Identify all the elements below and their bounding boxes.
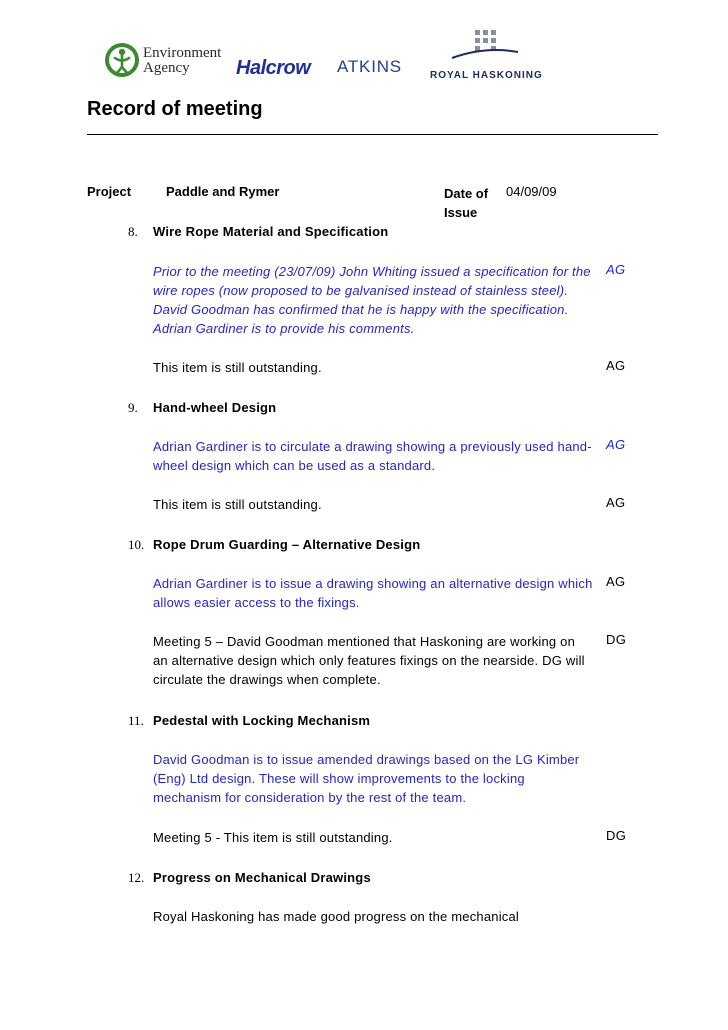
action-owner: DG	[606, 828, 627, 843]
atkins-logo: ATKINS	[337, 57, 402, 76]
action-owner: AG	[606, 358, 626, 373]
update-text: Meeting 5 - This item is still outstanding.	[153, 830, 393, 845]
action-owner: AG	[606, 495, 626, 510]
item-number: 8.	[128, 224, 138, 239]
item-number: 9.	[128, 400, 138, 415]
halcrow-logo: Halcrow	[236, 57, 311, 79]
date-of-issue-label: Date of Issue	[444, 186, 489, 220]
environment-agency-logo-icon	[104, 40, 140, 80]
action-owner: DG	[606, 632, 627, 647]
previous-minutes-text: Prior to the meeting (23/07/09) John Whiting issued a specification for the wire ropes (now proposed to be galvanised instead of stainless steel). David Goodman has confirmed that he is happy with the specification. Adrian Gardiner is to provide his comments.	[153, 264, 591, 336]
update-text: Meeting 5 – David Goodman mentioned that Haskoning are working on an alternative design which only features fixings on the nearside. DG will circulate the drawings when complete.	[153, 634, 585, 687]
item-heading: Rope Drum Guarding – Alternative Design	[153, 537, 421, 552]
item-number: 10.	[128, 537, 145, 552]
previous-minutes-text: Adrian Gardiner is to issue a drawing showing an alternative design which allows easier access to the fixings.	[153, 576, 593, 610]
project-value: Paddle and Rymer	[166, 184, 280, 199]
update-text: This item is still outstanding.	[153, 497, 322, 512]
title-divider	[87, 134, 658, 135]
royal-haskoning-emblem-icon	[450, 28, 520, 68]
update-text: This item is still outstanding.	[153, 360, 322, 375]
previous-minutes-text: Adrian Gardiner is to circulate a drawing showing a previously used hand-wheel design which can be used as a standard.	[153, 439, 592, 473]
page-title: Record of meeting	[87, 98, 263, 120]
date-of-issue-value: 04/09/09	[506, 184, 557, 199]
royal-haskoning-wordmark: ROYAL HASKONING	[430, 70, 543, 81]
update-text: Royal Haskoning has made good progress on the mechanical	[153, 909, 520, 924]
item-heading: Pedestal with Locking Mechanism	[153, 713, 371, 728]
item-heading: Hand-wheel Design	[153, 400, 277, 415]
item-number: 12.	[128, 870, 145, 885]
action-owner: AG	[606, 262, 626, 277]
item-heading: Wire Rope Material and Specification	[153, 224, 389, 239]
environment-agency-wordmark: Environment Agency	[143, 45, 222, 76]
item-number: 11.	[128, 713, 144, 728]
action-owner: AG	[606, 574, 626, 589]
project-label: Project	[87, 184, 132, 199]
item-heading: Progress on Mechanical Drawings	[153, 870, 371, 885]
action-owner: AG	[606, 437, 626, 452]
previous-minutes-text: David Goodman is to issue amended drawings based on the LG Kimber (Eng) Ltd design. These will show improvements to the locking mechanism for consideration by the rest of the team.	[153, 752, 580, 805]
partner-logos	[0, 0, 728, 95]
